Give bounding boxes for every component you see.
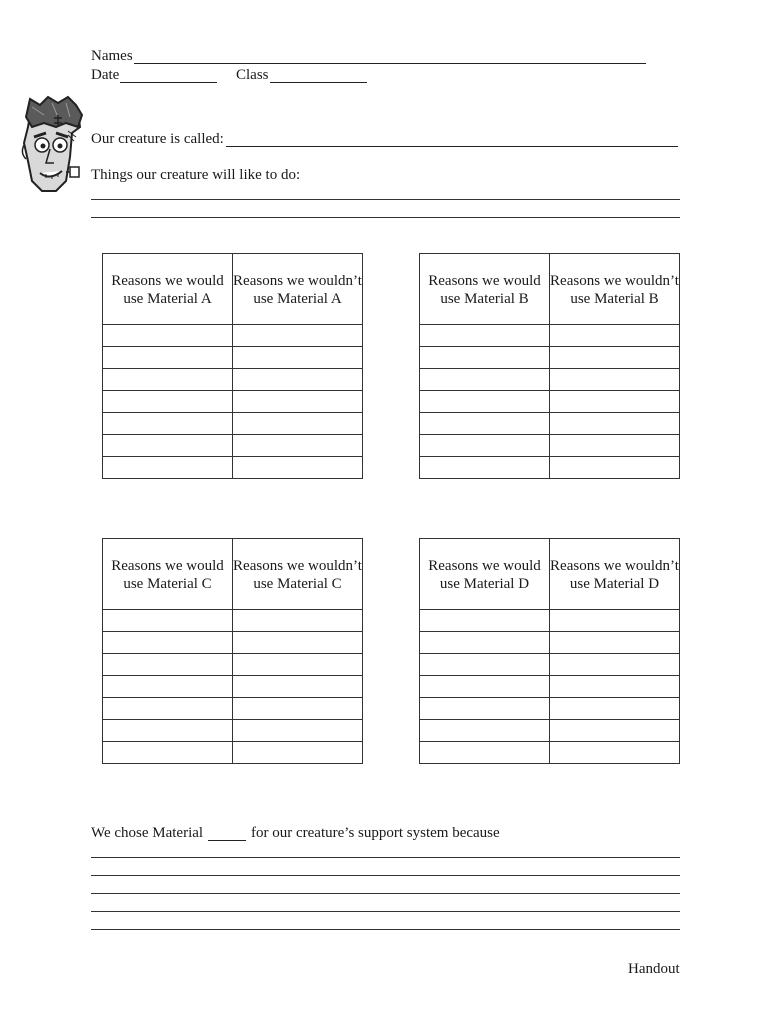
- table-cell[interactable]: [550, 720, 680, 742]
- class-label: Class: [236, 67, 269, 83]
- table-cell[interactable]: [103, 632, 233, 654]
- reason-line[interactable]: [91, 857, 680, 858]
- table-cell[interactable]: [233, 610, 363, 632]
- frankenstein-icon: [18, 93, 90, 201]
- names-field[interactable]: [134, 63, 646, 64]
- table-cell[interactable]: [420, 632, 550, 654]
- creature-name-field[interactable]: [226, 146, 678, 147]
- table-cell[interactable]: [103, 457, 233, 479]
- table-cell[interactable]: [103, 698, 233, 720]
- names-label: Names: [91, 48, 133, 64]
- table-cell[interactable]: [420, 369, 550, 391]
- activities-line[interactable]: [91, 199, 680, 200]
- table-cell[interactable]: [420, 610, 550, 632]
- table-cell[interactable]: [233, 698, 363, 720]
- table-cell[interactable]: [103, 325, 233, 347]
- material-c-table: [102, 538, 363, 764]
- table-cell[interactable]: [103, 413, 233, 435]
- table-cell[interactable]: [550, 742, 680, 764]
- material-choice-field[interactable]: [208, 840, 246, 841]
- creature-name-label: Our creature is called:: [91, 131, 224, 147]
- table-cell[interactable]: [420, 654, 550, 676]
- table-cell[interactable]: [420, 676, 550, 698]
- column-header: Reasons we wouldn’t use Material C: [233, 539, 363, 610]
- conclusion-label-rest: for our creature’s support system because: [251, 825, 500, 841]
- reason-line[interactable]: [91, 893, 680, 894]
- table-cell[interactable]: [103, 369, 233, 391]
- conclusion-label: We chose Material: [91, 825, 204, 841]
- handout-label: Handout: [628, 961, 680, 977]
- material-b-table: [419, 253, 680, 479]
- table-cell[interactable]: [233, 742, 363, 764]
- table-cell[interactable]: [420, 413, 550, 435]
- table-cell[interactable]: [103, 347, 233, 369]
- table-cell[interactable]: [550, 435, 680, 457]
- table-cell[interactable]: [550, 369, 680, 391]
- table-cell[interactable]: [420, 742, 550, 764]
- table-cell[interactable]: [420, 698, 550, 720]
- table-cell[interactable]: [233, 413, 363, 435]
- table-cell[interactable]: [103, 435, 233, 457]
- table-cell[interactable]: [233, 632, 363, 654]
- table-cell[interactable]: [233, 654, 363, 676]
- table-cell[interactable]: [233, 720, 363, 742]
- creature-activities-label: Things our creature will like to do:: [91, 167, 301, 183]
- table-cell[interactable]: [550, 325, 680, 347]
- table-cell[interactable]: [103, 720, 233, 742]
- class-field[interactable]: [270, 82, 367, 83]
- table-cell[interactable]: [550, 676, 680, 698]
- table-cell[interactable]: [550, 347, 680, 369]
- column-header: Reasons we wouldn’t use Material B: [550, 254, 680, 325]
- column-header: Reasons we would use Material A: [103, 254, 233, 325]
- column-header: Reasons we would use Material D: [420, 539, 550, 610]
- reason-line[interactable]: [91, 911, 680, 912]
- table-cell[interactable]: [550, 698, 680, 720]
- table-cell[interactable]: [233, 325, 363, 347]
- table-cell[interactable]: [420, 391, 550, 413]
- table-cell[interactable]: [550, 457, 680, 479]
- table-cell[interactable]: [550, 391, 680, 413]
- table-cell[interactable]: [550, 413, 680, 435]
- table-cell[interactable]: [420, 435, 550, 457]
- material-d-table: [419, 538, 680, 764]
- column-header: Reasons we would use Material C: [103, 539, 233, 610]
- column-header: Reasons we wouldn’t use Material D: [550, 539, 680, 610]
- table-cell[interactable]: [420, 347, 550, 369]
- table-cell[interactable]: [550, 632, 680, 654]
- date-field[interactable]: [120, 82, 217, 83]
- table-cell[interactable]: [233, 391, 363, 413]
- table-cell[interactable]: [103, 610, 233, 632]
- reason-line[interactable]: [91, 875, 680, 876]
- table-cell[interactable]: [103, 391, 233, 413]
- table-cell[interactable]: [420, 720, 550, 742]
- table-cell[interactable]: [233, 347, 363, 369]
- table-cell[interactable]: [420, 325, 550, 347]
- table-cell[interactable]: [233, 369, 363, 391]
- table-cell[interactable]: [233, 457, 363, 479]
- column-header: Reasons we wouldn’t use Material A: [233, 254, 363, 325]
- table-cell[interactable]: [103, 742, 233, 764]
- table-cell[interactable]: [103, 654, 233, 676]
- material-a-table: [102, 253, 363, 479]
- table-cell[interactable]: [233, 435, 363, 457]
- column-header: Reasons we would use Material B: [420, 254, 550, 325]
- date-label: Date: [91, 67, 120, 83]
- table-cell[interactable]: [550, 610, 680, 632]
- reason-line[interactable]: [91, 929, 680, 930]
- table-cell[interactable]: [420, 457, 550, 479]
- activities-line[interactable]: [91, 217, 680, 218]
- table-cell[interactable]: [550, 654, 680, 676]
- table-cell[interactable]: [103, 676, 233, 698]
- table-cell[interactable]: [233, 676, 363, 698]
